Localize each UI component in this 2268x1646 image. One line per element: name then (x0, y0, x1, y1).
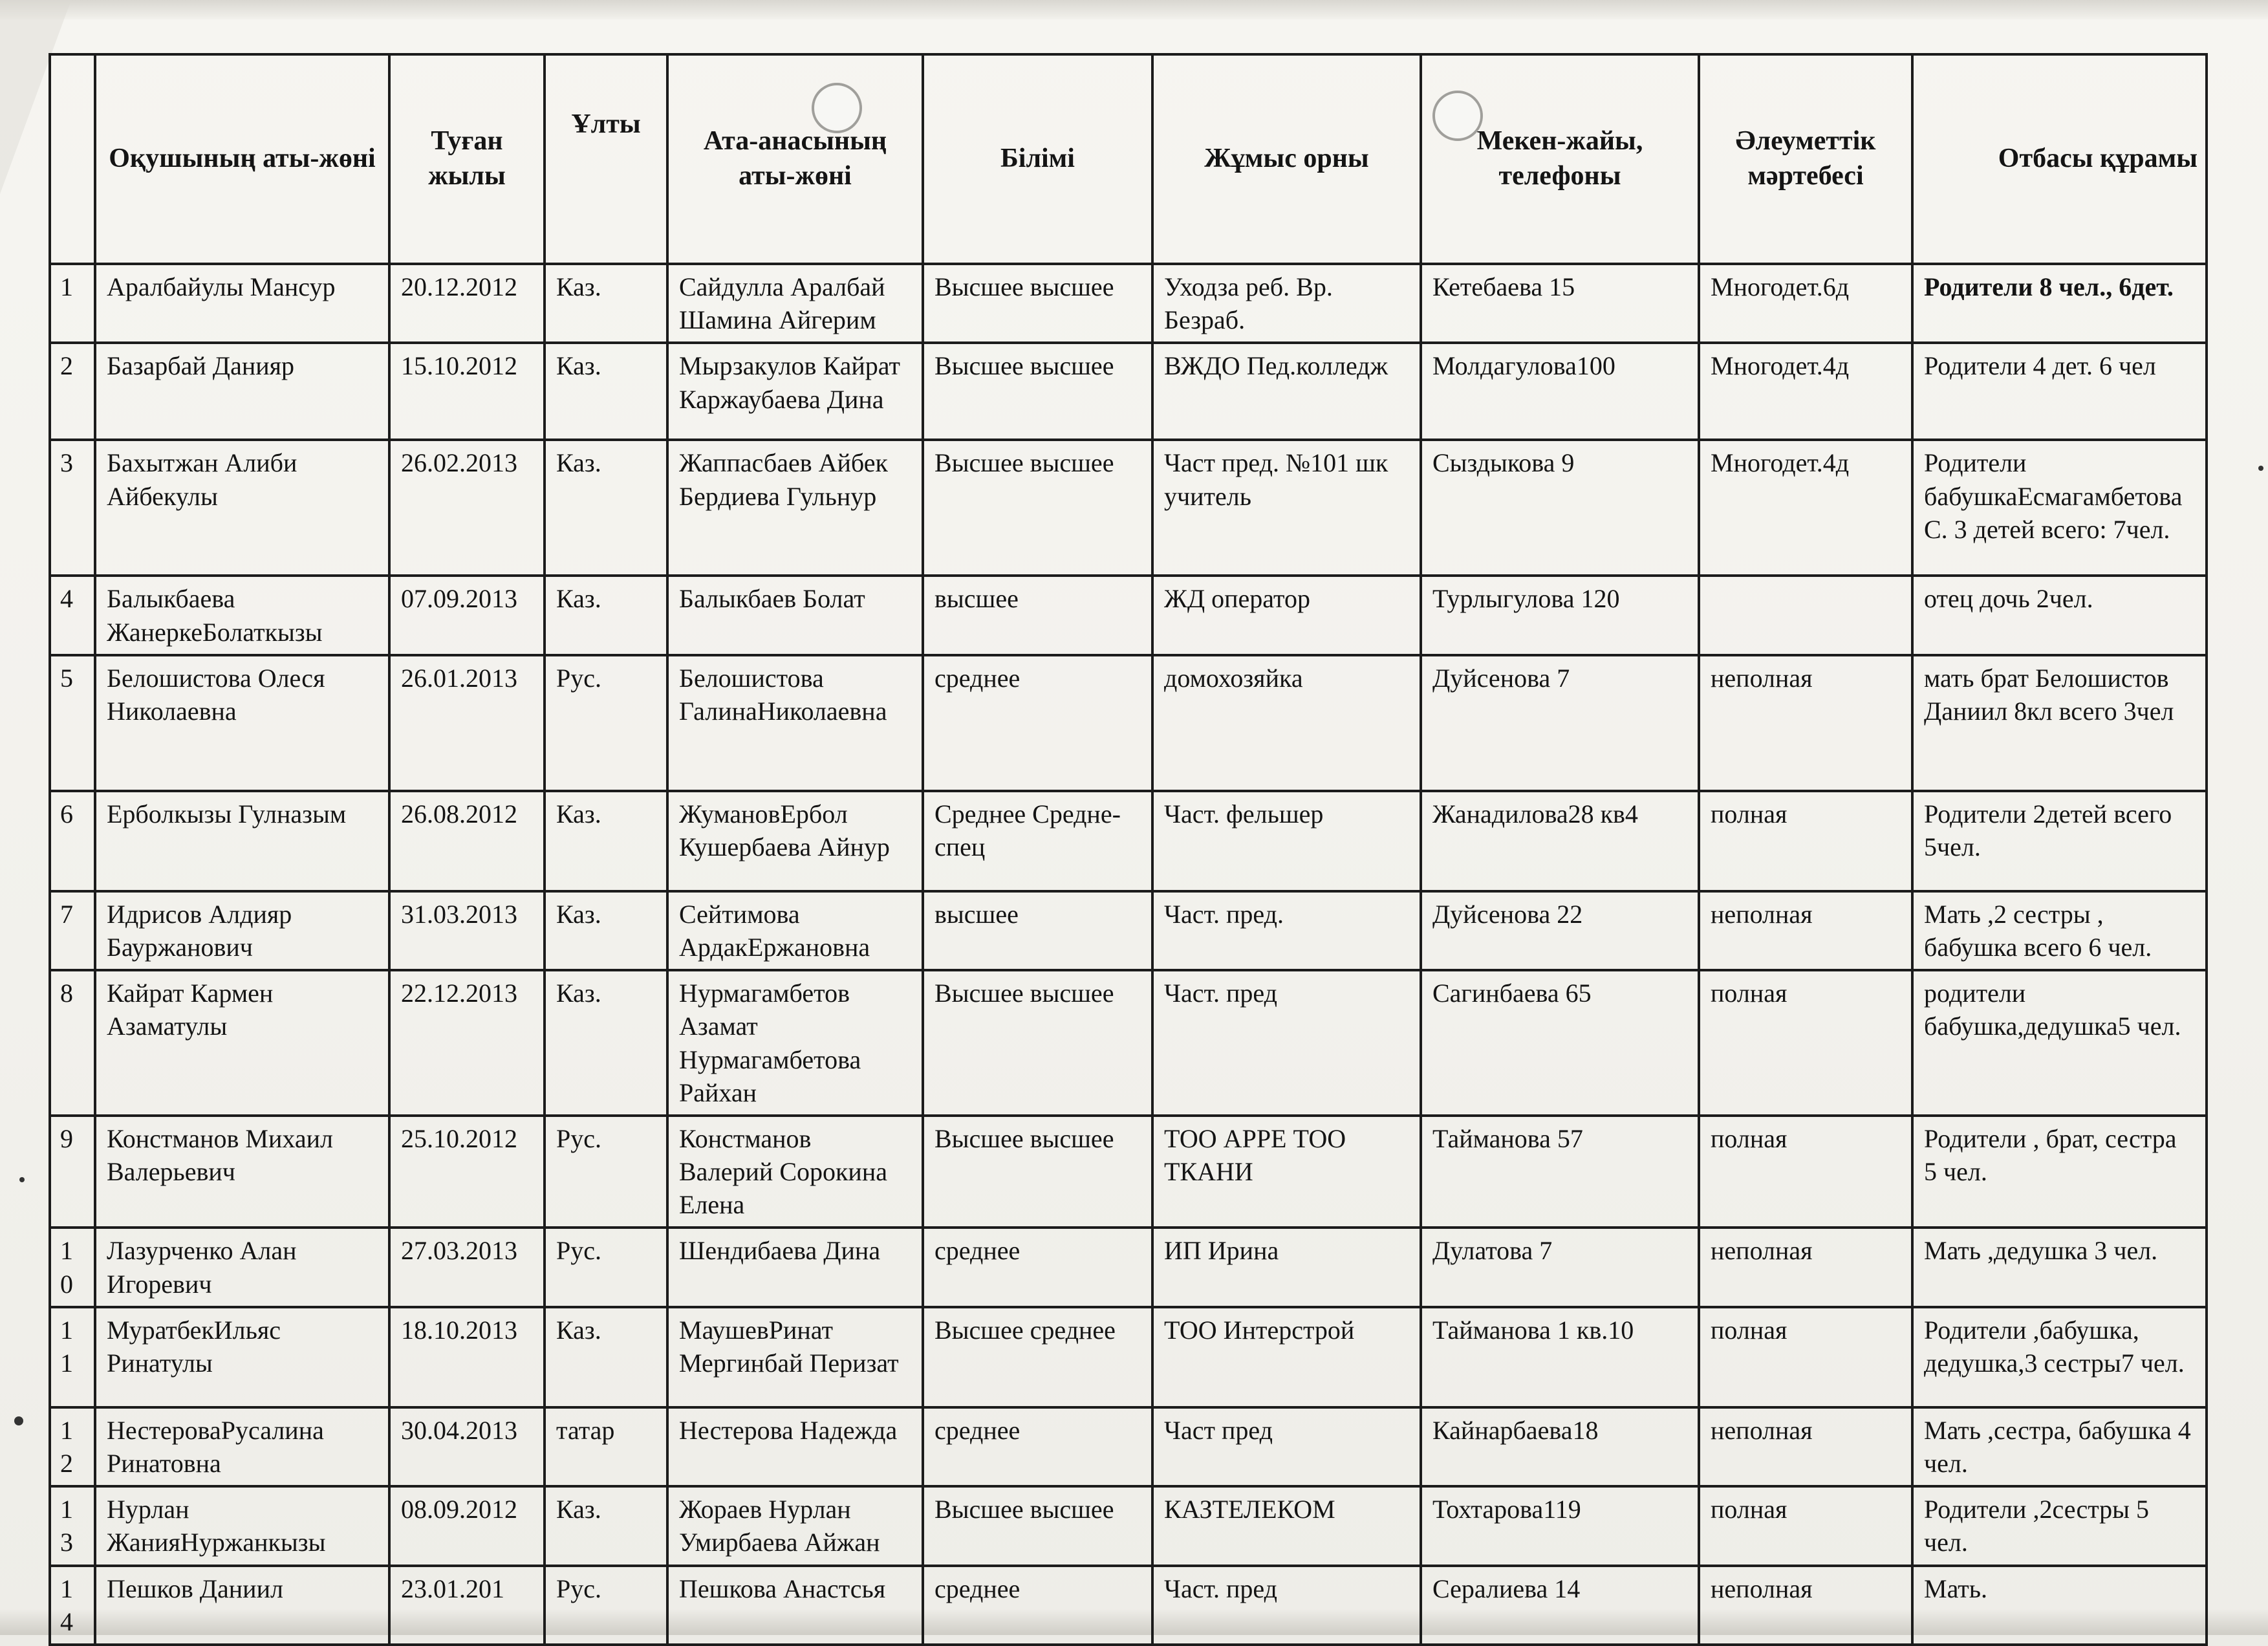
education: Высшее высшее (923, 440, 1152, 576)
header-social-status: Әлеуметтік мәртебесі (1699, 54, 1912, 264)
table-row (50, 655, 2207, 791)
birth-date: 20.12.2012 (389, 264, 545, 343)
birth-date: 30.04.2013 (389, 1407, 545, 1486)
address: Кетебаева 15 (1421, 264, 1699, 343)
header-family: Отбасы құрамы (1912, 54, 2207, 264)
family-composition: Мать ,2 сестры , бабушка всего 6 чел. (1912, 891, 2207, 970)
nationality: Каз. (545, 264, 667, 343)
birth-date: 15.10.2012 (389, 343, 545, 440)
family-composition: Родители 8 чел., 6дет. (1912, 264, 2207, 343)
nationality: Каз. (545, 891, 667, 970)
social-status: неполная (1699, 1566, 1912, 1645)
education: Среднее Средне-спец (923, 791, 1152, 891)
header-education: Білімі (923, 54, 1152, 264)
nationality: Каз. (545, 1486, 667, 1565)
table-row (50, 1486, 2207, 1565)
table-row (50, 440, 2207, 576)
education: среднее (923, 1407, 1152, 1486)
student-name: Аралбайулы Мансур (95, 264, 389, 343)
table-row (50, 791, 2207, 891)
social-status: неполная (1699, 1228, 1912, 1306)
workplace: домохозяйка (1152, 655, 1421, 791)
social-status: Многодет.4д (1699, 343, 1912, 440)
social-status: неполная (1699, 1407, 1912, 1486)
parents-names: Нестерова Надежда (667, 1407, 923, 1486)
student-name: Балыкбаева ЖанеркеБолаткызы (95, 576, 389, 655)
row-number: 8 (50, 970, 95, 1116)
row-number: 10 (50, 1228, 95, 1306)
birth-date: 08.09.2012 (389, 1486, 545, 1565)
address: Дулатова 7 (1421, 1228, 1699, 1306)
education: Высшее высшее (923, 1486, 1152, 1565)
workplace: ТОО АРРЕ ТОО ТКАНИ (1152, 1116, 1421, 1228)
address: Сералиева 14 (1421, 1566, 1699, 1645)
row-number: 4 (50, 576, 95, 655)
student-name: НестероваРусалина Ринатовна (95, 1407, 389, 1486)
birth-date: 18.10.2013 (389, 1307, 545, 1407)
student-name: Идрисов Алдияр Бауржанович (95, 891, 389, 970)
header-num (50, 54, 95, 264)
row-number: 12 (50, 1407, 95, 1486)
education: Высшее высшее (923, 1116, 1152, 1228)
workplace: Част. пред (1152, 1566, 1421, 1645)
header-address: Мекен-жайы, телефоны (1421, 54, 1699, 264)
header-nationality: Ұлты (545, 54, 667, 264)
nationality: Каз. (545, 791, 667, 891)
row-number: 14 (50, 1566, 95, 1645)
workplace: Част. пред. (1152, 891, 1421, 970)
parents-names: Жаппасбаев Айбек Бердиева Гульнур (667, 440, 923, 576)
address: Тохтарова119 (1421, 1486, 1699, 1565)
table-header-row (50, 54, 2207, 264)
student-name: Белошистова Олеся Николаевна (95, 655, 389, 791)
education: Высшее высшее (923, 264, 1152, 343)
nationality: Каз. (545, 440, 667, 576)
workplace: ВЖДО Пед.колледж (1152, 343, 1421, 440)
parents-names: Белошистова ГалинаНиколаевна (667, 655, 923, 791)
nationality: Рус. (545, 1116, 667, 1228)
nationality: Каз. (545, 343, 667, 440)
workplace: Част. пред (1152, 970, 1421, 1116)
address: Тайманова 1 кв.10 (1421, 1307, 1699, 1407)
parents-names: Нурмагамбетов Азамат Нурмагамбетова Райхан (667, 970, 923, 1116)
education: Высшее высшее (923, 970, 1152, 1116)
header-work: Жұмыс орны (1152, 54, 1421, 264)
family-composition: Мать ,дедушка 3 чел. (1912, 1228, 2207, 1306)
header-parents: Ата-анасының аты-жөні (667, 54, 923, 264)
page-edge-top (0, 0, 2268, 19)
birth-date: 26.02.2013 (389, 440, 545, 576)
table-row (50, 1566, 2207, 1645)
workplace: КАЗТЕЛЕКОМ (1152, 1486, 1421, 1565)
table-row (50, 1228, 2207, 1306)
birth-date: 25.10.2012 (389, 1116, 545, 1228)
family-composition: Родители ,бабушка, дедушка,3 сестры7 чел. (1912, 1307, 2207, 1407)
scan-speck (14, 1416, 23, 1425)
student-name: Базарбай Данияр (95, 343, 389, 440)
student-name: МуратбекИльяс Ринатулы (95, 1307, 389, 1407)
row-number: 3 (50, 440, 95, 576)
family-composition: Родители ,2сестры 5 чел. (1912, 1486, 2207, 1565)
student-name: Кайрат Кармен Азаматулы (95, 970, 389, 1116)
row-number: 7 (50, 891, 95, 970)
row-number: 1 (50, 264, 95, 343)
birth-date: 27.03.2013 (389, 1228, 545, 1306)
student-name: Лазурченко Алан Игоревич (95, 1228, 389, 1306)
workplace: ИП Ирина (1152, 1228, 1421, 1306)
table-row (50, 264, 2207, 343)
scan-speck (2258, 466, 2263, 471)
parents-names: Сайдулла Аралбай Шамина Айгерим (667, 264, 923, 343)
table-row (50, 891, 2207, 970)
header-student: Оқушының аты-жөні (95, 54, 389, 264)
parents-names: Мырзакулов Кайрат Каржаубаева Дина (667, 343, 923, 440)
family-composition: Родители , брат, сестра 5 чел. (1912, 1116, 2207, 1228)
education: среднее (923, 1228, 1152, 1306)
social-status: Многодет.4д (1699, 440, 1912, 576)
education: Высшее среднее (923, 1307, 1152, 1407)
table-row (50, 343, 2207, 440)
address: Дуйсенова 22 (1421, 891, 1699, 970)
birth-date: 31.03.2013 (389, 891, 545, 970)
address: Дуйсенова 7 (1421, 655, 1699, 791)
address: Кайнарбаева18 (1421, 1407, 1699, 1486)
parents-names: ЖумановЕрбол Кушербаева Айнур (667, 791, 923, 891)
social-status: Многодет.6д (1699, 264, 1912, 343)
nationality: Рус. (545, 655, 667, 791)
student-name: Констманов Михаил Валерьевич (95, 1116, 389, 1228)
row-number: 9 (50, 1116, 95, 1228)
row-number: 5 (50, 655, 95, 791)
student-name: Пешков Даниил (95, 1566, 389, 1645)
row-number: 11 (50, 1307, 95, 1407)
table-row (50, 1407, 2207, 1486)
birth-date: 23.01.201 (389, 1566, 545, 1645)
social-status: полная (1699, 1116, 1912, 1228)
parents-names: Балыкбаев Болат (667, 576, 923, 655)
student-name: Нурлан ЖанияНуржанкызы (95, 1486, 389, 1565)
address: Сыздыкова 9 (1421, 440, 1699, 576)
family-composition: Родители 2детей всего 5чел. (1912, 791, 2207, 891)
family-composition: Родители бабушкаЕсмагамбетова С. 3 детей всего: 7чел. (1912, 440, 2207, 576)
family-composition: Мать ,сестра, бабушка 4 чел. (1912, 1407, 2207, 1486)
social-status: полная (1699, 970, 1912, 1116)
nationality: Рус. (545, 1566, 667, 1645)
student-name: Ерболкызы Гулназым (95, 791, 389, 891)
student-roster-table (49, 53, 2208, 1646)
roster-body (50, 264, 2207, 1645)
social-status: неполная (1699, 891, 1912, 970)
table-row (50, 970, 2207, 1116)
nationality: татар (545, 1407, 667, 1486)
birth-date: 26.08.2012 (389, 791, 545, 891)
family-composition: Родители 4 дет. 6 чел (1912, 343, 2207, 440)
education: среднее (923, 655, 1152, 791)
social-status: полная (1699, 1307, 1912, 1407)
table-row (50, 1307, 2207, 1407)
family-composition: родители бабушка,дедушка5 чел. (1912, 970, 2207, 1116)
parents-names: Жораев Нурлан Умирбаева Айжан (667, 1486, 923, 1565)
address: Молдагулова100 (1421, 343, 1699, 440)
social-status (1699, 576, 1912, 655)
family-composition: отец дочь 2чел. (1912, 576, 2207, 655)
workplace: Част пред (1152, 1407, 1421, 1486)
nationality: Каз. (545, 1307, 667, 1407)
address: Сагинбаева 65 (1421, 970, 1699, 1116)
birth-date: 22.12.2013 (389, 970, 545, 1116)
education: высшее (923, 576, 1152, 655)
table-row (50, 576, 2207, 655)
row-number: 2 (50, 343, 95, 440)
social-status: полная (1699, 791, 1912, 891)
parents-names: Сейтимова АрдакЕржановна (667, 891, 923, 970)
workplace: Част. фельшер (1152, 791, 1421, 891)
nationality: Каз. (545, 576, 667, 655)
header-birth: Туған жылы (389, 54, 545, 264)
education: Высшее высшее (923, 343, 1152, 440)
workplace: ЖД оператор (1152, 576, 1421, 655)
birth-date: 07.09.2013 (389, 576, 545, 655)
parents-names: Констманов Валерий Сорокина Елена (667, 1116, 923, 1228)
education: среднее (923, 1566, 1152, 1645)
family-composition: мать брат Белошистов Даниил 8кл всего 3чел (1912, 655, 2207, 791)
parents-names: Шендибаева Дина (667, 1228, 923, 1306)
workplace: Уходза реб. Вр. Безраб. (1152, 264, 1421, 343)
table-row (50, 1116, 2207, 1228)
row-number: 13 (50, 1486, 95, 1565)
birth-date: 26.01.2013 (389, 655, 545, 791)
address: Тайманова 57 (1421, 1116, 1699, 1228)
parents-names: Пешкова Анастсья (667, 1566, 923, 1645)
education: высшее (923, 891, 1152, 970)
nationality: Каз. (545, 970, 667, 1116)
nationality: Рус. (545, 1228, 667, 1306)
address: Турлыгулова 120 (1421, 576, 1699, 655)
parents-names: МаушевРинат Мергинбай Перизат (667, 1307, 923, 1407)
address: Жанадилова28 кв4 (1421, 791, 1699, 891)
row-number: 6 (50, 791, 95, 891)
social-status: полная (1699, 1486, 1912, 1565)
social-status: неполная (1699, 655, 1912, 791)
workplace: Част пред. №101 шк учитель (1152, 440, 1421, 576)
family-composition: Мать. (1912, 1566, 2207, 1645)
student-name: Бахытжан Алиби Айбекулы (95, 440, 389, 576)
scan-speck (19, 1177, 25, 1182)
workplace: ТОО Интерстрой (1152, 1307, 1421, 1407)
